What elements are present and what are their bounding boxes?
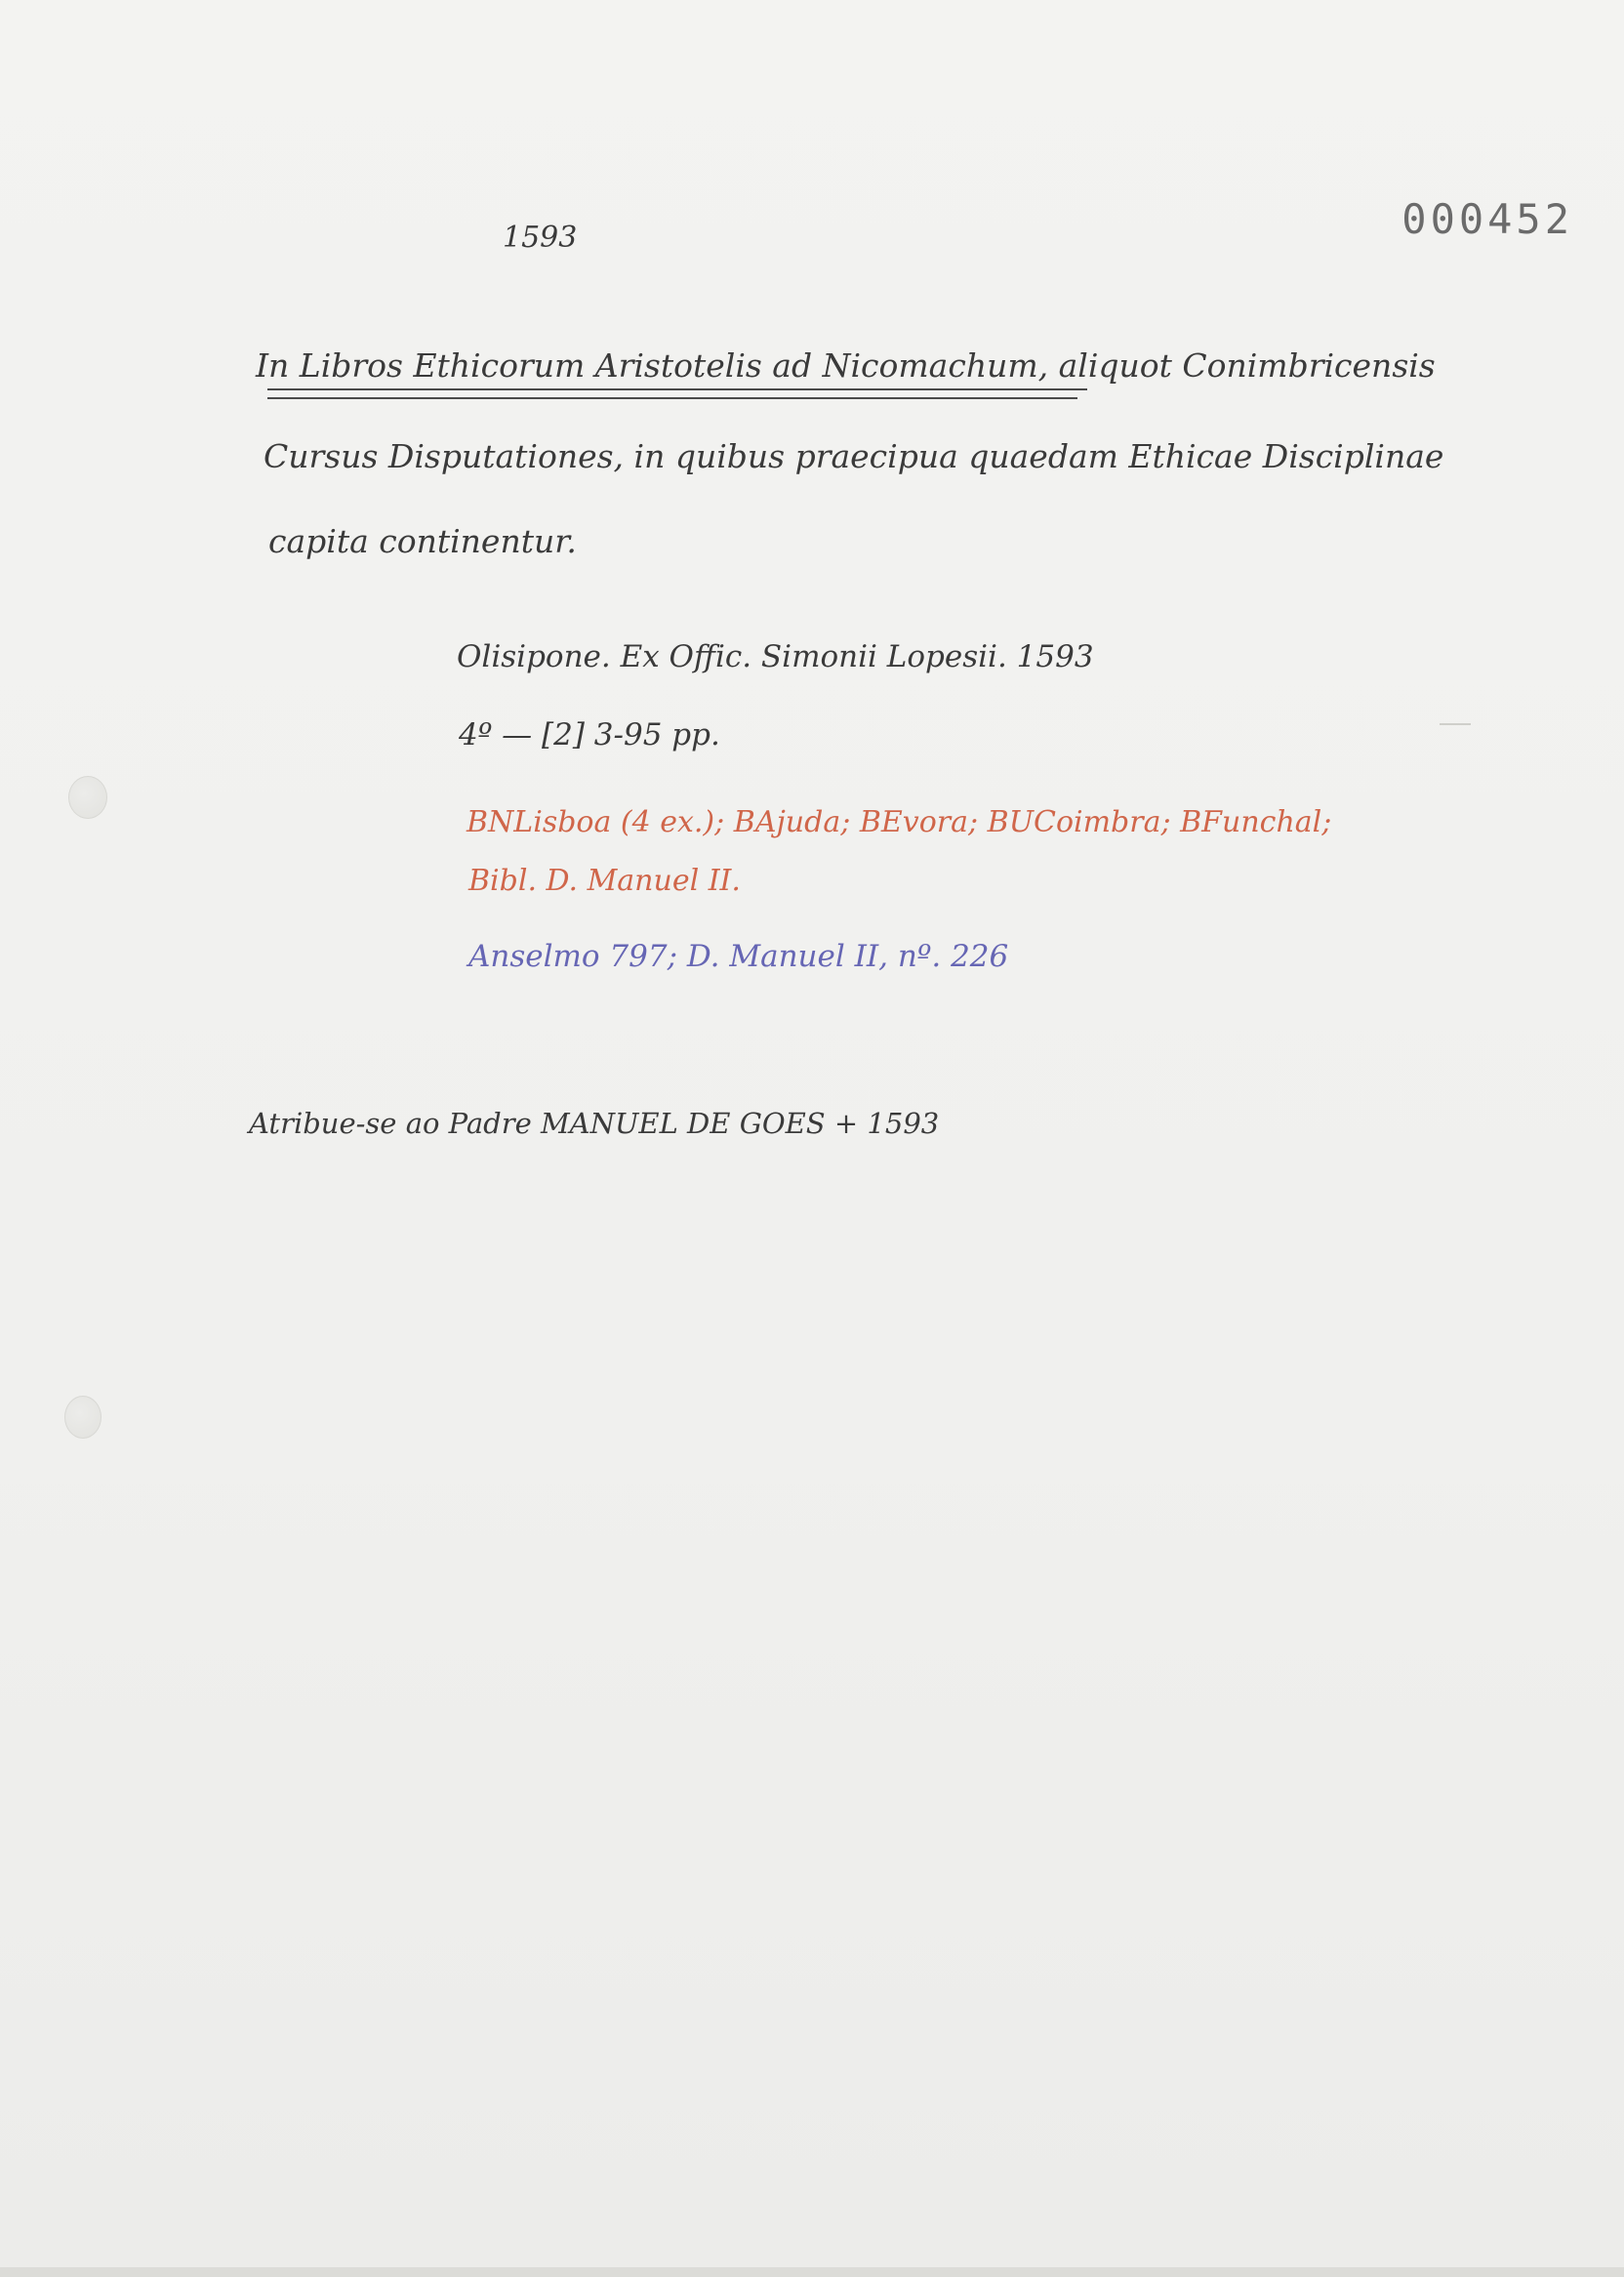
holdings-line-2: Bibl. D. Manuel II. <box>468 864 741 898</box>
paper-mark <box>1440 723 1471 725</box>
title-underline <box>267 388 1087 390</box>
year-heading: 1593 <box>503 221 578 255</box>
authorship-attribution: Atribue-se ao Padre MANUEL DE GOES + 1593 <box>249 1107 940 1140</box>
holdings-line-1: BNLisboa (4 ex.); BAjuda; BEvora; BUCoimbra; BFunchal; <box>467 805 1332 839</box>
imprint-line: Olisipone. Ex Offic. Simonii Lopesii. 1593 <box>457 639 1094 674</box>
title-underline <box>267 397 1077 399</box>
title-line-3: capita continentur. <box>268 522 577 560</box>
punch-hole <box>64 1396 102 1439</box>
scan-edge <box>0 2267 1624 2277</box>
bibliographic-references: Anselmo 797; D. Manuel II, nº. 226 <box>468 939 1009 974</box>
title-line-2: Cursus Disputationes, in quibus praecipua quaedam Ethicae Disciplinae <box>264 437 1444 475</box>
punch-hole <box>68 776 107 819</box>
title-line-1: In Libros Ethicorum Aristotelis ad Nicomachum, aliquot Conimbricensis <box>256 346 1436 385</box>
stamped-record-number: 000452 <box>1401 195 1573 243</box>
collation-line: 4º — [2] 3-95 pp. <box>459 717 720 752</box>
